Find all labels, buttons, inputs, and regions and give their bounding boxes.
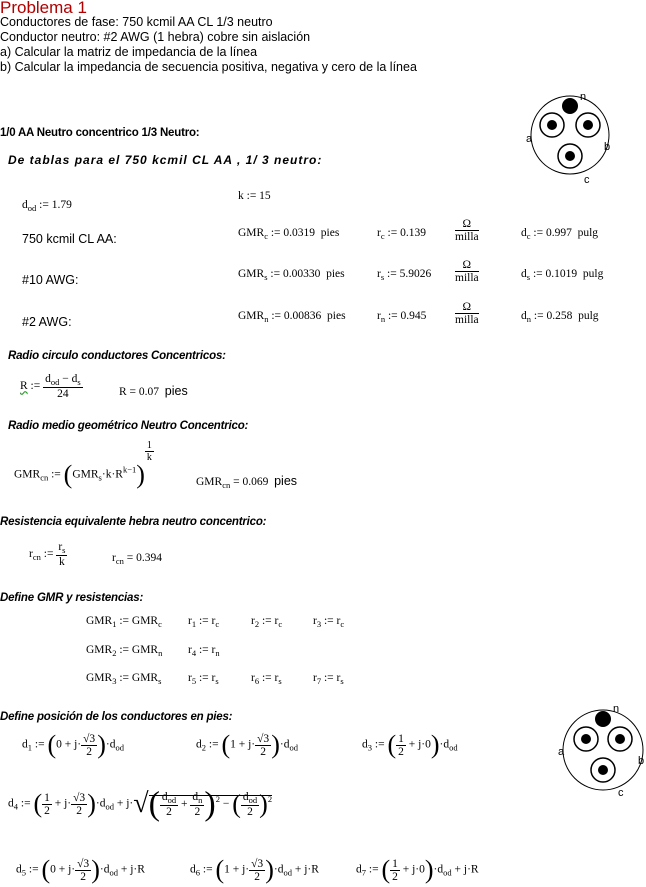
d7-def: $d_7$ := ( $\frac{1}{2}$ + $j\cdot 0)\cdot d_{od} + j\cdot R$ [356,855,479,884]
r6-def: $r_6$ := $r_s$ [251,672,282,686]
d4-def: $d_4$ := ( $\frac{1}{2}$ + j· $\frac{√3}{2}$ )$\cdot d_{od} + j\cdot√$( $\frac{d_{od}}{2}$ + $\frac{d_n}{2}$ )$^2$ − ( $\frac{d_{od}}{2}$ )$^2$ [8,785,273,822]
d1-def: $d_1$ := (0 + j· $\frac{√3}{2}$ )$\cdot d_{od}$ [22,730,124,759]
label-c: c [584,174,590,185]
d-s-definition: $d_s$ := 0.1019 pulg [521,268,604,282]
label-n-2: n [613,703,620,715]
section-heading-radio: Radio circulo conductores Concentricos: [8,350,226,362]
label-a: a [526,133,533,145]
gmr-cn-formula: $GMR_{cn}$ := $(GMR_s\cdot k\cdot R^{k-1})$ $^{\frac{1}{k}}$ [14,440,152,489]
phase-core-c-2 [598,765,608,775]
section-heading-resistencia: Resistencia equivalente hebra neutro concentrico: [0,516,267,528]
r-cn-result: $r_{cn} = 0.394$ [112,552,162,566]
d5-def: $d_5$ := (0 + j· $\frac{√3}{2}$ )$\cdot d_{od} + j\cdot R$ [16,855,145,884]
phase-core-c [565,151,575,161]
ohm-per-mile-3: $\frac{\Omega}{\text{milla}}$ [455,301,479,326]
section-heading-posicion: Define posición de los conductores en pies: [0,711,233,723]
r-formula: R := $\frac{d_{od} - d_s}{24}$ [20,373,81,400]
neutral-conductor-2 [595,711,611,727]
phase-core-a [547,120,557,130]
r1-def: $r_1$ := $r_c$ [188,615,220,629]
d-n-definition: $d_n$ := 0.258 pulg [521,310,599,324]
r-result: R = 0.07 pies [119,384,188,398]
section-heading-define: Define GMR y resistencias: [0,592,144,604]
gmr3-def: $GMR_3$ := $GMR_s$ [86,672,162,686]
r7-def: $r_7$ := $r_s$ [313,672,344,686]
r4-def: $r_4$ := $r_n$ [188,644,220,658]
phase-core-b-2 [615,734,625,744]
section-heading-neutral: 1/0 AA Neutro concentrico 1/3 Neutro: [0,127,200,139]
r5-def: $r_5$ := $r_s$ [188,672,219,686]
label-n: n [580,91,587,103]
intro-line-1: Conductores de fase: 750 kcmil AA CL 1/3 neutro [0,15,273,29]
cable-cross-section-diagram-2 [556,700,646,800]
section-subheading-tables: De tablas para el 750 kcmil CL AA , 1/ 3 neutro: [8,153,323,167]
gmr-s-definition: $GMR_s$ := 0.00330 pies [238,268,345,282]
neutral-conductor [562,98,578,114]
gmr-c-definition: $GMR_c$ := 0.0319 pies [238,227,340,241]
row-label-2awg: #2 AWG: [22,315,72,329]
r-c-definition: $r_c$ := 0.139 [377,227,426,241]
r-cn-formula: $r_{cn}$ := $\frac{r_s}{k}$ [29,541,66,568]
gmr1-def: $GMR_1$ := $GMR_c$ [86,615,162,629]
r-n-definition: $r_n$ := 0.945 [377,310,427,324]
row-label-10awg: #10 AWG: [22,273,79,287]
page-title: Problema 1 [0,0,87,17]
d3-def: $d_3$ := ( $\frac{1}{2}$ + $j\cdot 0)\cdot d_{od}$ [362,730,458,759]
label-a-2: a [558,746,565,758]
gmr2-def: $GMR_2$ := $GMR_n$ [86,644,163,658]
section-heading-gmr: Radio medio geométrico Neutro Concentrico: [8,420,249,432]
intro-line-3: a) Calcular la matriz de impedancia de la línea [0,45,258,59]
label-c-2: c [618,787,624,799]
label-b-2: b [638,755,645,767]
gmr-cn-result: $GMR_{cn} = 0.069$ pies [196,474,298,490]
r2-def: $r_2$ := $r_c$ [251,615,283,629]
k-definition: k := 15 [238,190,271,202]
dod-definition: $d_{od}$ := 1.79 [22,199,72,213]
ohm-per-mile-1: $\frac{\Omega}{\text{milla}}$ [455,218,479,243]
d2-def: $d_2$ := (1 + j· $\frac{√3}{2}$ )$\cdot d_{od}$ [196,730,298,759]
cable-cross-section-diagram [520,90,640,185]
d-c-definition: $d_c$ := 0.997 pulg [521,227,599,241]
intro-line-2: Conductor neutro: #2 AWG (1 hebra) cobre sin aislación [0,30,311,44]
phase-core-a-2 [581,734,591,744]
phase-core-b [583,120,593,130]
d6-def: $d_6$ := (1 + j· $\frac{√3}{2}$ )$\cdot d_{od} + j\cdot R$ [190,855,319,884]
label-b: b [604,141,611,153]
intro-line-4: b) Calcular la impedancia de secuencia positiva, negativa y cero de la línea [0,60,417,74]
r-s-definition: $r_s$ := 5.9026 [377,268,432,282]
r3-def: $r_3$ := $r_c$ [313,615,345,629]
ohm-per-mile-2: $\frac{\Omega}{\text{milla}}$ [455,259,479,284]
row-label-750kcmil: 750 kcmil CL AA: [22,232,117,246]
gmr-n-definition: $GMR_n$ := 0.00836 pies [238,310,346,324]
